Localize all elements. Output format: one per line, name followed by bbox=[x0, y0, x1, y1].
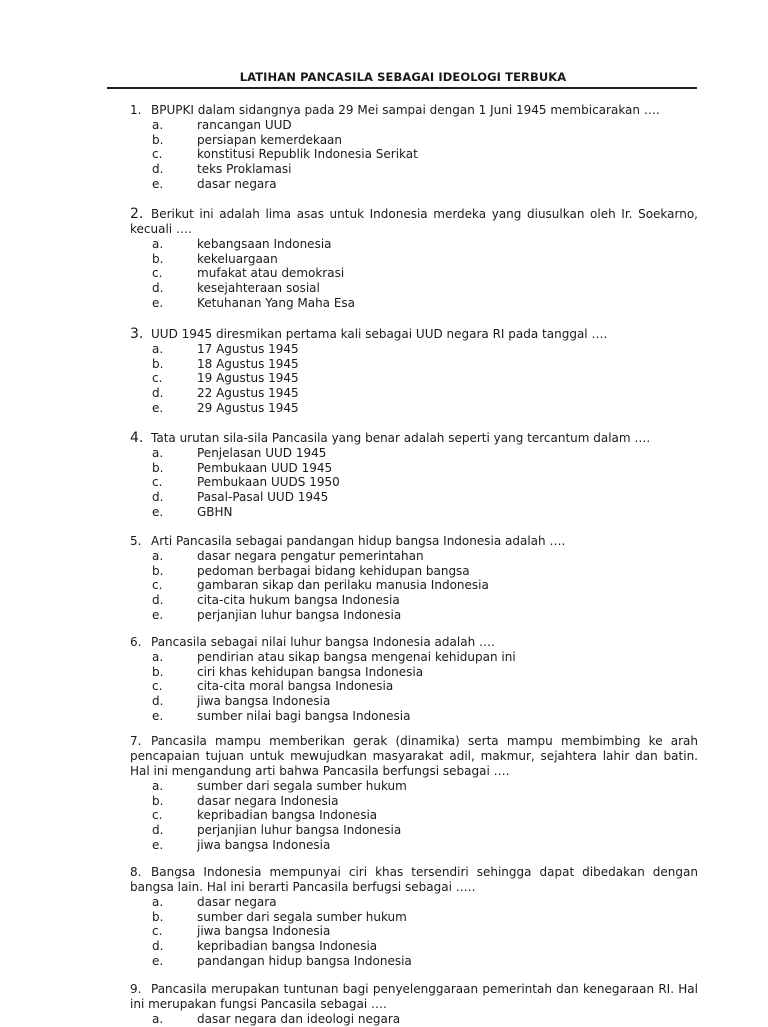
option-letter: c. bbox=[152, 266, 163, 281]
option-letter: e. bbox=[152, 607, 164, 622]
title-underline bbox=[107, 87, 697, 89]
question-stem bbox=[130, 982, 698, 1012]
question-stem bbox=[130, 534, 698, 549]
option-letter: a. bbox=[152, 446, 164, 460]
question-8 bbox=[130, 865, 698, 968]
document-title: LATIHAN PANCASILA SEBAGAI IDEOLOGI TERBUKA bbox=[239, 70, 567, 84]
option-text: jiwa bangsa Indonesia bbox=[197, 694, 331, 709]
option-letter: b. bbox=[152, 356, 164, 371]
option-letter: a. bbox=[152, 779, 164, 793]
answer-option bbox=[130, 281, 698, 296]
question-text: UUD 1945 diresmikan pertama kali sebagai UUD negara RI pada tanggal …. bbox=[151, 327, 608, 341]
answer-option bbox=[130, 838, 698, 853]
option-letter: e. bbox=[152, 708, 164, 723]
answer-option bbox=[130, 549, 698, 564]
answer-option bbox=[130, 650, 698, 665]
question-stem bbox=[130, 865, 698, 895]
option-letter: b. bbox=[152, 793, 164, 808]
option-text: kekeluargaan bbox=[197, 251, 278, 266]
option-text: perjanjian luhur bangsa Indonesia bbox=[197, 607, 402, 622]
question-number: 5. bbox=[130, 534, 142, 548]
option-letter: e. bbox=[152, 400, 164, 415]
question-number: 8. bbox=[130, 865, 142, 879]
option-letter: a. bbox=[152, 237, 164, 251]
answer-option bbox=[130, 779, 698, 794]
option-text: Penjelasan UUD 1945 bbox=[197, 446, 327, 460]
answer-option bbox=[130, 461, 698, 476]
answer-option bbox=[130, 924, 698, 939]
option-text: 29 Agustus 1945 bbox=[197, 400, 299, 415]
question-text: Pancasila sebagai nilai luhur bangsa Indonesia adalah …. bbox=[151, 635, 495, 649]
answer-option bbox=[130, 177, 698, 192]
answer-option bbox=[130, 342, 698, 357]
option-text: cita-cita moral bangsa Indonesia bbox=[197, 679, 394, 694]
option-text: dasar negara bbox=[197, 176, 277, 191]
answer-option bbox=[130, 794, 698, 809]
answer-option bbox=[130, 1012, 698, 1027]
option-text: 18 Agustus 1945 bbox=[197, 356, 299, 371]
option-letter: e. bbox=[152, 953, 164, 968]
option-letter: d. bbox=[152, 162, 164, 177]
option-text: pendirian atau sikap bangsa mengenai kehidupan ini bbox=[197, 650, 516, 664]
option-letter: b. bbox=[152, 563, 164, 578]
option-letter: b. bbox=[152, 460, 164, 475]
question-4 bbox=[130, 431, 698, 519]
question-number: 6. bbox=[130, 635, 142, 649]
option-text: dasar negara pengatur pemerintahan bbox=[197, 549, 424, 563]
option-text: kepribadian bangsa Indonesia bbox=[197, 808, 378, 823]
answer-option bbox=[130, 162, 698, 177]
answer-option bbox=[130, 118, 698, 133]
option-text: teks Proklamasi bbox=[197, 162, 292, 177]
answer-option bbox=[130, 446, 698, 461]
question-9 bbox=[130, 982, 698, 1027]
option-text: sumber dari segala sumber hukum bbox=[197, 779, 407, 793]
option-letter: b. bbox=[152, 132, 164, 147]
option-letter: d. bbox=[152, 694, 164, 709]
option-text: mufakat atau demokrasi bbox=[197, 266, 345, 281]
answer-option bbox=[130, 665, 698, 680]
option-text: dasar negara dan ideologi negara bbox=[197, 1012, 401, 1026]
option-letter: c. bbox=[152, 147, 163, 162]
option-text: 19 Agustus 1945 bbox=[197, 371, 299, 386]
option-letter: b. bbox=[152, 909, 164, 924]
question-number: 4. bbox=[130, 430, 144, 446]
question-stem bbox=[130, 103, 698, 118]
option-letter: c. bbox=[152, 924, 163, 939]
option-letter: e. bbox=[152, 295, 164, 310]
answer-option bbox=[130, 237, 698, 252]
option-text: perjanjian luhur bangsa Indonesia bbox=[197, 823, 402, 838]
option-letter: d. bbox=[152, 386, 164, 401]
option-text: ciri khas kehidupan bangsa Indonesia bbox=[197, 664, 424, 679]
question-text: Berikut ini adalah lima asas untuk Indonesia merdeka yang diusulkan oleh Ir. Soekarno, kecuali …. bbox=[130, 207, 698, 236]
question-6 bbox=[130, 635, 698, 723]
option-letter: d. bbox=[152, 281, 164, 296]
option-text: pandangan hidup bangsa Indonesia bbox=[197, 953, 412, 968]
option-letter: e. bbox=[152, 837, 164, 852]
question-1 bbox=[130, 103, 698, 191]
answer-option bbox=[130, 147, 698, 162]
answer-option bbox=[130, 505, 698, 520]
option-letter: a. bbox=[152, 895, 164, 909]
option-letter: b. bbox=[152, 664, 164, 679]
question-3 bbox=[130, 327, 698, 415]
answer-option bbox=[130, 709, 698, 724]
option-letter: d. bbox=[152, 939, 164, 954]
question-text: Bangsa Indonesia mempunyai ciri khas tersendiri sehingga dapat dibedakan dengan bangsa lain. Hal ini berarti Pancasila berfugsi sebagai ….. bbox=[130, 865, 698, 894]
answer-option bbox=[130, 608, 698, 623]
question-text: Pancasila merupakan tuntunan bagi penyelenggaraan pemerintah dan kenegaraan RI. Hal ini merupakan fungsi Pancasila sebagai …. bbox=[130, 982, 698, 1011]
answer-option bbox=[130, 252, 698, 267]
option-letter: a. bbox=[152, 118, 164, 132]
option-letter: a. bbox=[152, 549, 164, 563]
option-text: dasar negara bbox=[197, 895, 277, 909]
option-text: dasar negara Indonesia bbox=[197, 793, 339, 808]
option-letter: c. bbox=[152, 475, 163, 490]
option-text: pedoman berbagai bidang kehidupan bangsa bbox=[197, 563, 470, 578]
option-text: gambaran sikap dan perilaku manusia Indonesia bbox=[197, 578, 489, 593]
answer-option bbox=[130, 371, 698, 386]
question-number: 1. bbox=[130, 103, 142, 117]
answer-option bbox=[130, 357, 698, 372]
option-letter: c. bbox=[152, 808, 163, 823]
answer-option bbox=[130, 401, 698, 416]
answer-option bbox=[130, 490, 698, 505]
option-text: konstitusi Republik Indonesia Serikat bbox=[197, 147, 418, 162]
option-text: jiwa bangsa Indonesia bbox=[197, 837, 331, 852]
answer-option bbox=[130, 694, 698, 709]
question-stem bbox=[130, 327, 698, 342]
question-number: 3. bbox=[130, 326, 144, 342]
option-letter: e. bbox=[152, 504, 164, 519]
option-text: jiwa bangsa Indonesia bbox=[197, 924, 331, 939]
option-text: Pembukaan UUDS 1950 bbox=[197, 475, 340, 490]
answer-option bbox=[130, 578, 698, 593]
option-text: kebangsaan Indonesia bbox=[197, 237, 332, 251]
option-text: rancangan UUD bbox=[197, 118, 292, 132]
option-letter: b. bbox=[152, 251, 164, 266]
answer-option bbox=[130, 895, 698, 910]
option-letter: d. bbox=[152, 490, 164, 505]
option-letter: d. bbox=[152, 823, 164, 838]
option-letter: c. bbox=[152, 371, 163, 386]
question-text: BPUPKI dalam sidangnya pada 29 Mei sampai dengan 1 Juni 1945 membicarakan …. bbox=[151, 103, 660, 117]
option-text: Pasal-Pasal UUD 1945 bbox=[197, 490, 329, 505]
answer-option bbox=[130, 266, 698, 281]
question-text: Tata urutan sila-sila Pancasila yang benar adalah seperti yang tercantum dalam …. bbox=[151, 431, 651, 445]
option-text: sumber dari segala sumber hukum bbox=[197, 909, 407, 924]
answer-option bbox=[130, 808, 698, 823]
question-text: Arti Pancasila sebagai pandangan hidup bangsa Indonesia adalah …. bbox=[151, 534, 566, 548]
answer-option bbox=[130, 954, 698, 969]
answer-option bbox=[130, 679, 698, 694]
option-text: sumber nilai bagi bangsa Indonesia bbox=[197, 708, 411, 723]
question-number: 2. bbox=[130, 206, 144, 222]
option-letter: c. bbox=[152, 679, 163, 694]
option-text: GBHN bbox=[197, 504, 233, 519]
answer-option bbox=[130, 475, 698, 490]
question-number: 7. bbox=[130, 734, 142, 748]
answer-option bbox=[130, 593, 698, 608]
question-5 bbox=[130, 534, 698, 622]
answer-option bbox=[130, 386, 698, 401]
answer-option bbox=[130, 564, 698, 579]
option-letter: e. bbox=[152, 176, 164, 191]
option-letter: a. bbox=[152, 1012, 164, 1026]
question-number: 9. bbox=[130, 982, 142, 996]
question-stem bbox=[130, 734, 698, 779]
option-text: persiapan kemerdekaan bbox=[197, 132, 343, 147]
question-2 bbox=[130, 207, 698, 310]
question-text: Pancasila mampu memberikan gerak (dinamika) serta mampu membimbing ke arah pencapaian tujuan untuk mewujudkan masyarakat adil, makmur, sejahtera lahir dan batin. Hal ini mengandung arti bahwa Pancasila berfungsi sebagai …. bbox=[130, 734, 698, 778]
option-letter: c. bbox=[152, 578, 163, 593]
answer-option bbox=[130, 823, 698, 838]
option-text: 17 Agustus 1945 bbox=[197, 342, 299, 356]
option-letter: d. bbox=[152, 593, 164, 608]
option-text: Pembukaan UUD 1945 bbox=[197, 460, 333, 475]
question-stem bbox=[130, 431, 698, 446]
option-text: kepribadian bangsa Indonesia bbox=[197, 939, 378, 954]
option-text: kesejahteraan sosial bbox=[197, 281, 320, 296]
answer-option bbox=[130, 910, 698, 925]
option-letter: a. bbox=[152, 650, 164, 664]
answer-option bbox=[130, 296, 698, 311]
option-letter: a. bbox=[152, 342, 164, 356]
question-stem bbox=[130, 207, 698, 237]
option-text: cita-cita hukum bangsa Indonesia bbox=[197, 593, 400, 608]
answer-option bbox=[130, 133, 698, 148]
question-stem bbox=[130, 635, 698, 650]
option-text: Ketuhanan Yang Maha Esa bbox=[197, 295, 356, 310]
answer-option bbox=[130, 939, 698, 954]
question-7 bbox=[130, 734, 698, 852]
option-text: 22 Agustus 1945 bbox=[197, 386, 299, 401]
